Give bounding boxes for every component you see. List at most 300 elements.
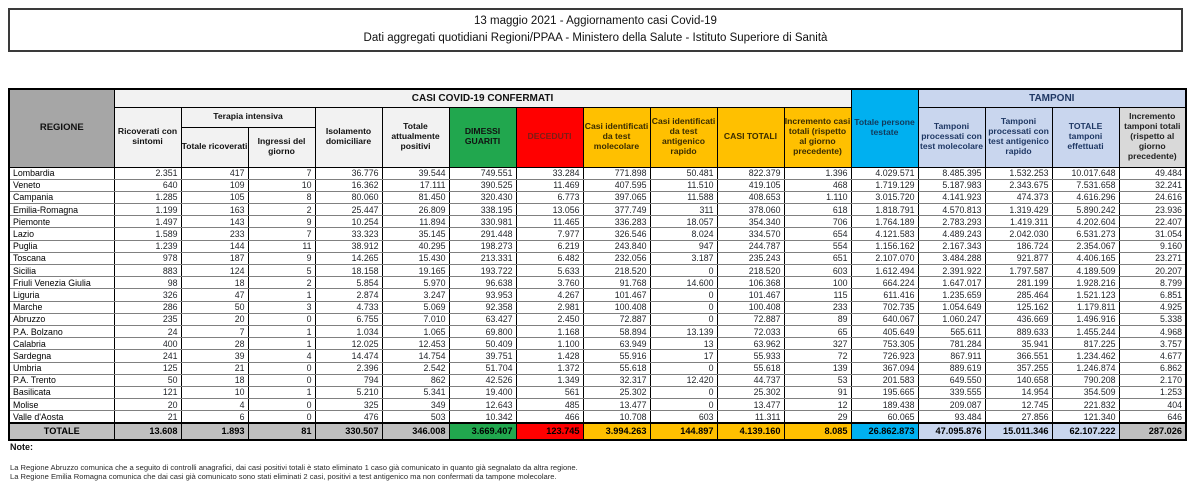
cell-value: 1.797.587: [985, 265, 1052, 277]
cell-value: 143: [181, 216, 248, 228]
totals-cell-value: 330.507: [315, 423, 382, 440]
cell-value: 60.065: [851, 411, 918, 423]
region-name: Veneto: [9, 179, 114, 191]
cell-value: 702.735: [851, 301, 918, 313]
cell-value: 5.338: [1119, 313, 1186, 325]
cell-value: 5.854: [315, 277, 382, 289]
cell-value: 2.542: [382, 362, 449, 374]
cell-value: 25.302: [717, 386, 784, 398]
cell-value: 4.189.509: [1052, 265, 1119, 277]
cell-value: 1.396: [784, 167, 851, 179]
column-header-tamponi-antigenico: Tamponi processati con test antigenico rapido: [985, 107, 1052, 167]
cell-value: 20.207: [1119, 265, 1186, 277]
cell-value: 794: [315, 374, 382, 386]
cell-value: 357.255: [985, 362, 1052, 374]
cell-value: 5.970: [382, 277, 449, 289]
cell-value: 38.912: [315, 240, 382, 252]
cell-value: 1.235.659: [918, 289, 985, 301]
cell-value: 63.949: [583, 338, 650, 350]
cell-value: 4: [248, 350, 315, 362]
cell-value: 921.877: [985, 252, 1052, 264]
cell-value: 0: [650, 399, 717, 411]
cell-value: 6.482: [516, 252, 583, 264]
cell-value: 0: [650, 386, 717, 398]
cell-value: 1.319.429: [985, 204, 1052, 216]
cell-value: 1.285: [114, 191, 181, 203]
title-box: [8, 8, 1183, 52]
cell-value: 13.477: [717, 399, 784, 411]
cell-value: 9: [248, 252, 315, 264]
cell-value: 11.465: [516, 216, 583, 228]
cell-value: 44.737: [717, 374, 784, 386]
cell-value: 105: [181, 191, 248, 203]
cell-value: 125: [114, 362, 181, 374]
cell-value: 2.874: [315, 289, 382, 301]
cell-value: 24.616: [1119, 191, 1186, 203]
cell-value: 20: [114, 399, 181, 411]
cell-value: 400: [114, 338, 181, 350]
region-name: Puglia: [9, 240, 114, 252]
cell-value: 0: [248, 411, 315, 423]
cell-value: 0: [248, 399, 315, 411]
totals-cell-value: 3.669.407: [449, 423, 516, 440]
cell-value: 39.544: [382, 167, 449, 179]
totals-cell-value: 81: [248, 423, 315, 440]
column-header-ti-totale: Totale ricoverati: [181, 127, 248, 167]
table-row: [9, 362, 1186, 374]
region-name: Marche: [9, 301, 114, 313]
cell-value: 7.531.658: [1052, 179, 1119, 191]
cell-value: 654: [784, 228, 851, 240]
cell-value: 8.024: [650, 228, 717, 240]
cell-value: 81.450: [382, 191, 449, 203]
cell-value: 235: [114, 313, 181, 325]
cell-value: 80.060: [315, 191, 382, 203]
cell-value: 91.768: [583, 277, 650, 289]
cell-value: 109: [181, 179, 248, 191]
cell-value: 218.520: [583, 265, 650, 277]
cell-value: 21: [181, 362, 248, 374]
cell-value: 50.481: [650, 167, 717, 179]
totals-cell-value: 1.893: [181, 423, 248, 440]
cell-value: 121: [114, 386, 181, 398]
report-title: 13 maggio 2021 - Aggiornamento casi Covid-19: [474, 15, 717, 27]
cell-value: 233: [181, 228, 248, 240]
cell-value: 8.799: [1119, 277, 1186, 289]
cell-value: 187: [181, 252, 248, 264]
table-row: [9, 374, 1186, 386]
cell-value: 1: [248, 289, 315, 301]
totals-cell-value: 15.011.346: [985, 423, 1052, 440]
table-row: [9, 216, 1186, 228]
column-header-dimessi-guariti: DIMESSI GUARITI: [449, 107, 516, 167]
region-name: P.A. Bolzano: [9, 325, 114, 337]
cell-value: 2.783.293: [918, 216, 985, 228]
cell-value: 485: [516, 399, 583, 411]
totals-cell-value: 4.139.160: [717, 423, 784, 440]
cell-value: 4.677: [1119, 350, 1186, 362]
cell-value: 100.408: [717, 301, 784, 313]
cell-value: 9.160: [1119, 240, 1186, 252]
cell-value: 651: [784, 252, 851, 264]
cell-value: 12: [784, 399, 851, 411]
cell-value: 1: [248, 338, 315, 350]
cell-value: 49.484: [1119, 167, 1186, 179]
cell-value: 124: [181, 265, 248, 277]
cell-value: 0: [248, 313, 315, 325]
cell-value: 10: [248, 179, 315, 191]
column-header-casi-totali: CASI TOTALI: [717, 107, 784, 167]
column-header-tamponi-totale: TOTALE tamponi effettuati: [1052, 107, 1119, 167]
region-name: P.A. Trento: [9, 374, 114, 386]
cell-value: 243.840: [583, 240, 650, 252]
cell-value: 221.832: [1052, 399, 1119, 411]
cell-value: 749.551: [449, 167, 516, 179]
cell-value: 2: [248, 277, 315, 289]
cell-value: 144: [181, 240, 248, 252]
cell-value: 186.724: [985, 240, 1052, 252]
cell-value: 327: [784, 338, 851, 350]
cell-value: 291.448: [449, 228, 516, 240]
cell-value: 790.208: [1052, 374, 1119, 386]
cell-value: 50.409: [449, 338, 516, 350]
totals-cell-value: 62.107.222: [1052, 423, 1119, 440]
cell-value: 3: [248, 301, 315, 313]
cell-value: 50: [114, 374, 181, 386]
column-header-positivi: Totale attualmente positivi: [382, 107, 449, 167]
cell-value: 195.665: [851, 386, 918, 398]
cell-value: 474.373: [985, 191, 1052, 203]
cell-value: 31.054: [1119, 228, 1186, 240]
cell-value: 39: [181, 350, 248, 362]
region-name: Lazio: [9, 228, 114, 240]
notes-heading: Note:: [10, 442, 33, 452]
cell-value: 4.121.583: [851, 228, 918, 240]
cell-value: 14.954: [985, 386, 1052, 398]
cell-value: 63.962: [717, 338, 784, 350]
cell-value: 32.317: [583, 374, 650, 386]
cell-value: 58.894: [583, 325, 650, 337]
cell-value: 235.243: [717, 252, 784, 264]
cell-value: 889.619: [918, 362, 985, 374]
cell-value: 7: [248, 228, 315, 240]
cell-value: 35.941: [985, 338, 1052, 350]
cell-value: 408.653: [717, 191, 784, 203]
cell-value: 1.589: [114, 228, 181, 240]
cell-value: 218.520: [717, 265, 784, 277]
cell-value: 19.165: [382, 265, 449, 277]
cell-value: 5.890.242: [1052, 204, 1119, 216]
cell-value: 4.406.165: [1052, 252, 1119, 264]
cell-value: 233: [784, 301, 851, 313]
cell-value: 23.936: [1119, 204, 1186, 216]
cell-value: 10: [181, 386, 248, 398]
cell-value: 640: [114, 179, 181, 191]
cell-value: 2: [248, 204, 315, 216]
table-row: [9, 386, 1186, 398]
cell-value: 17.111: [382, 179, 449, 191]
cell-value: 640.067: [851, 313, 918, 325]
cell-value: 326: [114, 289, 181, 301]
cell-value: 55.618: [583, 362, 650, 374]
cell-value: 25.302: [583, 386, 650, 398]
cell-value: 867.911: [918, 350, 985, 362]
table-row: [9, 313, 1186, 325]
cell-value: 2.351: [114, 167, 181, 179]
cell-value: 1: [248, 325, 315, 337]
table-row: [9, 277, 1186, 289]
cell-value: 65: [784, 325, 851, 337]
cell-value: 1.239: [114, 240, 181, 252]
region-name: Molise: [9, 399, 114, 411]
cell-value: 4.616.296: [1052, 191, 1119, 203]
cell-value: 5.187.983: [918, 179, 985, 191]
cell-value: 883: [114, 265, 181, 277]
cell-value: 1.818.791: [851, 204, 918, 216]
cell-value: 320.430: [449, 191, 516, 203]
cell-value: 5.633: [516, 265, 583, 277]
region-name: Lombardia: [9, 167, 114, 179]
cell-value: 140.658: [985, 374, 1052, 386]
cell-value: 4.202.604: [1052, 216, 1119, 228]
cell-value: 11.469: [516, 179, 583, 191]
cell-value: 24: [114, 325, 181, 337]
column-header-persone-testate: Totale persone testate: [851, 89, 918, 167]
cell-value: 6.851: [1119, 289, 1186, 301]
cell-value: 33.323: [315, 228, 382, 240]
column-header-regione: REGIONE: [9, 89, 114, 167]
totals-cell-value: 123.745: [516, 423, 583, 440]
cell-value: 42.526: [449, 374, 516, 386]
cell-value: 13.139: [650, 325, 717, 337]
cell-value: 10.342: [449, 411, 516, 423]
cell-value: 6.219: [516, 240, 583, 252]
cell-value: 101.467: [717, 289, 784, 301]
cell-value: 69.800: [449, 325, 516, 337]
cell-value: 6.755: [315, 313, 382, 325]
cell-value: 1.253: [1119, 386, 1186, 398]
cell-value: 1.349: [516, 374, 583, 386]
cell-value: 354.509: [1052, 386, 1119, 398]
cell-value: 12.420: [650, 374, 717, 386]
table-row: [9, 350, 1186, 362]
cell-value: 72.887: [717, 313, 784, 325]
cell-value: 32.241: [1119, 179, 1186, 191]
cell-value: 611.416: [851, 289, 918, 301]
cell-value: 14.600: [650, 277, 717, 289]
cell-value: 29: [784, 411, 851, 423]
cell-value: 367.094: [851, 362, 918, 374]
table-row: [9, 228, 1186, 240]
cell-value: 18: [181, 277, 248, 289]
cell-value: 3.484.288: [918, 252, 985, 264]
table-row: [9, 167, 1186, 179]
table-row: [9, 240, 1186, 252]
cell-value: 20: [181, 313, 248, 325]
cell-value: 1.054.649: [918, 301, 985, 313]
cell-value: 5.210: [315, 386, 382, 398]
totals-label: TOTALE: [9, 423, 114, 440]
cell-value: 115: [784, 289, 851, 301]
cell-value: 96.638: [449, 277, 516, 289]
cell-value: 5.069: [382, 301, 449, 313]
cell-value: 213.331: [449, 252, 516, 264]
cell-value: 72.887: [583, 313, 650, 325]
column-header-ti-ingressi: Ingressi del giorno: [248, 127, 315, 167]
cell-value: 1.719.129: [851, 179, 918, 191]
cell-value: 6.773: [516, 191, 583, 203]
cell-value: 0: [650, 313, 717, 325]
cell-value: 649.550: [918, 374, 985, 386]
cell-value: 417: [181, 167, 248, 179]
cell-value: 244.787: [717, 240, 784, 252]
cell-value: 12.453: [382, 338, 449, 350]
cell-value: 2.343.675: [985, 179, 1052, 191]
cell-value: 125.162: [985, 301, 1052, 313]
cell-value: 862: [382, 374, 449, 386]
cell-value: 7.010: [382, 313, 449, 325]
column-header-tamponi-molecolare: Tamponi processati con test molecolare: [918, 107, 985, 167]
cell-value: 1.372: [516, 362, 583, 374]
cell-value: 5.341: [382, 386, 449, 398]
notes-section: [10, 442, 1110, 481]
cell-value: 47: [181, 289, 248, 301]
cell-value: 72.033: [717, 325, 784, 337]
column-header-deceduti: DECEDUTI: [516, 107, 583, 167]
cell-value: 18.057: [650, 216, 717, 228]
region-name: Basilicata: [9, 386, 114, 398]
cell-value: 106.368: [717, 277, 784, 289]
cell-value: 1.647.017: [918, 277, 985, 289]
cell-value: 390.525: [449, 179, 516, 191]
totals-cell-value: 144.897: [650, 423, 717, 440]
cell-value: 10.708: [583, 411, 650, 423]
cell-value: 311: [650, 204, 717, 216]
cell-value: 326.546: [583, 228, 650, 240]
cell-value: 11.510: [650, 179, 717, 191]
cell-value: 12.643: [449, 399, 516, 411]
cell-value: 98: [114, 277, 181, 289]
totals-cell-value: 8.085: [784, 423, 851, 440]
cell-value: 3.760: [516, 277, 583, 289]
cell-value: 6.862: [1119, 362, 1186, 374]
region-name: Calabria: [9, 338, 114, 350]
cell-value: 1.428: [516, 350, 583, 362]
cell-value: 334.570: [717, 228, 784, 240]
cell-value: 139: [784, 362, 851, 374]
region-name: Friuli Venezia Giulia: [9, 277, 114, 289]
region-name: Umbria: [9, 362, 114, 374]
cell-value: 1.532.253: [985, 167, 1052, 179]
cell-value: 349: [382, 399, 449, 411]
cell-value: 18.158: [315, 265, 382, 277]
cell-value: 405.649: [851, 325, 918, 337]
cell-value: 1.199: [114, 204, 181, 216]
cell-value: 201.583: [851, 374, 918, 386]
cell-value: 1.100: [516, 338, 583, 350]
table-row: [9, 411, 1186, 423]
cell-value: 6: [181, 411, 248, 423]
cell-value: 232.056: [583, 252, 650, 264]
region-name: Sicilia: [9, 265, 114, 277]
cell-value: 378.060: [717, 204, 784, 216]
cell-value: 35.145: [382, 228, 449, 240]
cell-value: 8.485.395: [918, 167, 985, 179]
region-name: Valle d'Aosta: [9, 411, 114, 423]
region-name: Liguria: [9, 289, 114, 301]
cell-value: 339.555: [918, 386, 985, 398]
group-header-terapia-intensiva: Terapia intensiva: [181, 107, 315, 127]
region-name: Abruzzo: [9, 313, 114, 325]
cell-value: 1.060.247: [918, 313, 985, 325]
cell-value: 1.928.216: [1052, 277, 1119, 289]
cell-value: 36.776: [315, 167, 382, 179]
group-header-tamponi: TAMPONI: [918, 89, 1186, 107]
cell-value: 12.745: [985, 399, 1052, 411]
cell-value: 89: [784, 313, 851, 325]
cell-value: 55.618: [717, 362, 784, 374]
cell-value: 1.179.811: [1052, 301, 1119, 313]
table-row: [9, 301, 1186, 313]
totals-cell-value: 26.862.873: [851, 423, 918, 440]
cell-value: 1.110: [784, 191, 851, 203]
cell-value: 2.354.067: [1052, 240, 1119, 252]
cell-value: 19.400: [449, 386, 516, 398]
cell-value: 16.362: [315, 179, 382, 191]
cell-value: 4.267: [516, 289, 583, 301]
cell-value: 1.246.874: [1052, 362, 1119, 374]
cell-value: 11.894: [382, 216, 449, 228]
cell-value: 822.379: [717, 167, 784, 179]
cell-value: 3.247: [382, 289, 449, 301]
cell-value: 33.284: [516, 167, 583, 179]
column-header-casi-antigenico: Casi identificati da test antigenico rapido: [650, 107, 717, 167]
cell-value: 13: [650, 338, 717, 350]
covid-table-wrapper: [8, 88, 1187, 441]
cell-value: 1.168: [516, 325, 583, 337]
cell-value: 121.340: [1052, 411, 1119, 423]
column-header-isolamento: Isolamento domiciliare: [315, 107, 382, 167]
cell-value: 565.611: [918, 325, 985, 337]
cell-value: 11: [248, 240, 315, 252]
cell-value: 330.981: [449, 216, 516, 228]
note-lines: [10, 463, 1110, 481]
cell-value: 101.467: [583, 289, 650, 301]
cell-value: 3.187: [650, 252, 717, 264]
cell-value: 336.283: [583, 216, 650, 228]
cell-value: 23.271: [1119, 252, 1186, 264]
cell-value: 72: [784, 350, 851, 362]
cell-value: 7: [181, 325, 248, 337]
region-name: Piemonte: [9, 216, 114, 228]
cell-value: 5: [248, 265, 315, 277]
cell-value: 397.065: [583, 191, 650, 203]
cell-value: 2.107.070: [851, 252, 918, 264]
cell-value: 4.141.923: [918, 191, 985, 203]
cell-value: 93.953: [449, 289, 516, 301]
cell-value: 10.254: [315, 216, 382, 228]
cell-value: 6.531.273: [1052, 228, 1119, 240]
cell-value: 436.669: [985, 313, 1052, 325]
totals-cell-value: 346.008: [382, 423, 449, 440]
cell-value: 286: [114, 301, 181, 313]
table-row: [9, 191, 1186, 203]
cell-value: 0: [650, 362, 717, 374]
cell-value: 4.570.813: [918, 204, 985, 216]
cell-value: 618: [784, 204, 851, 216]
cell-value: 4.029.571: [851, 167, 918, 179]
cell-value: 2.167.343: [918, 240, 985, 252]
